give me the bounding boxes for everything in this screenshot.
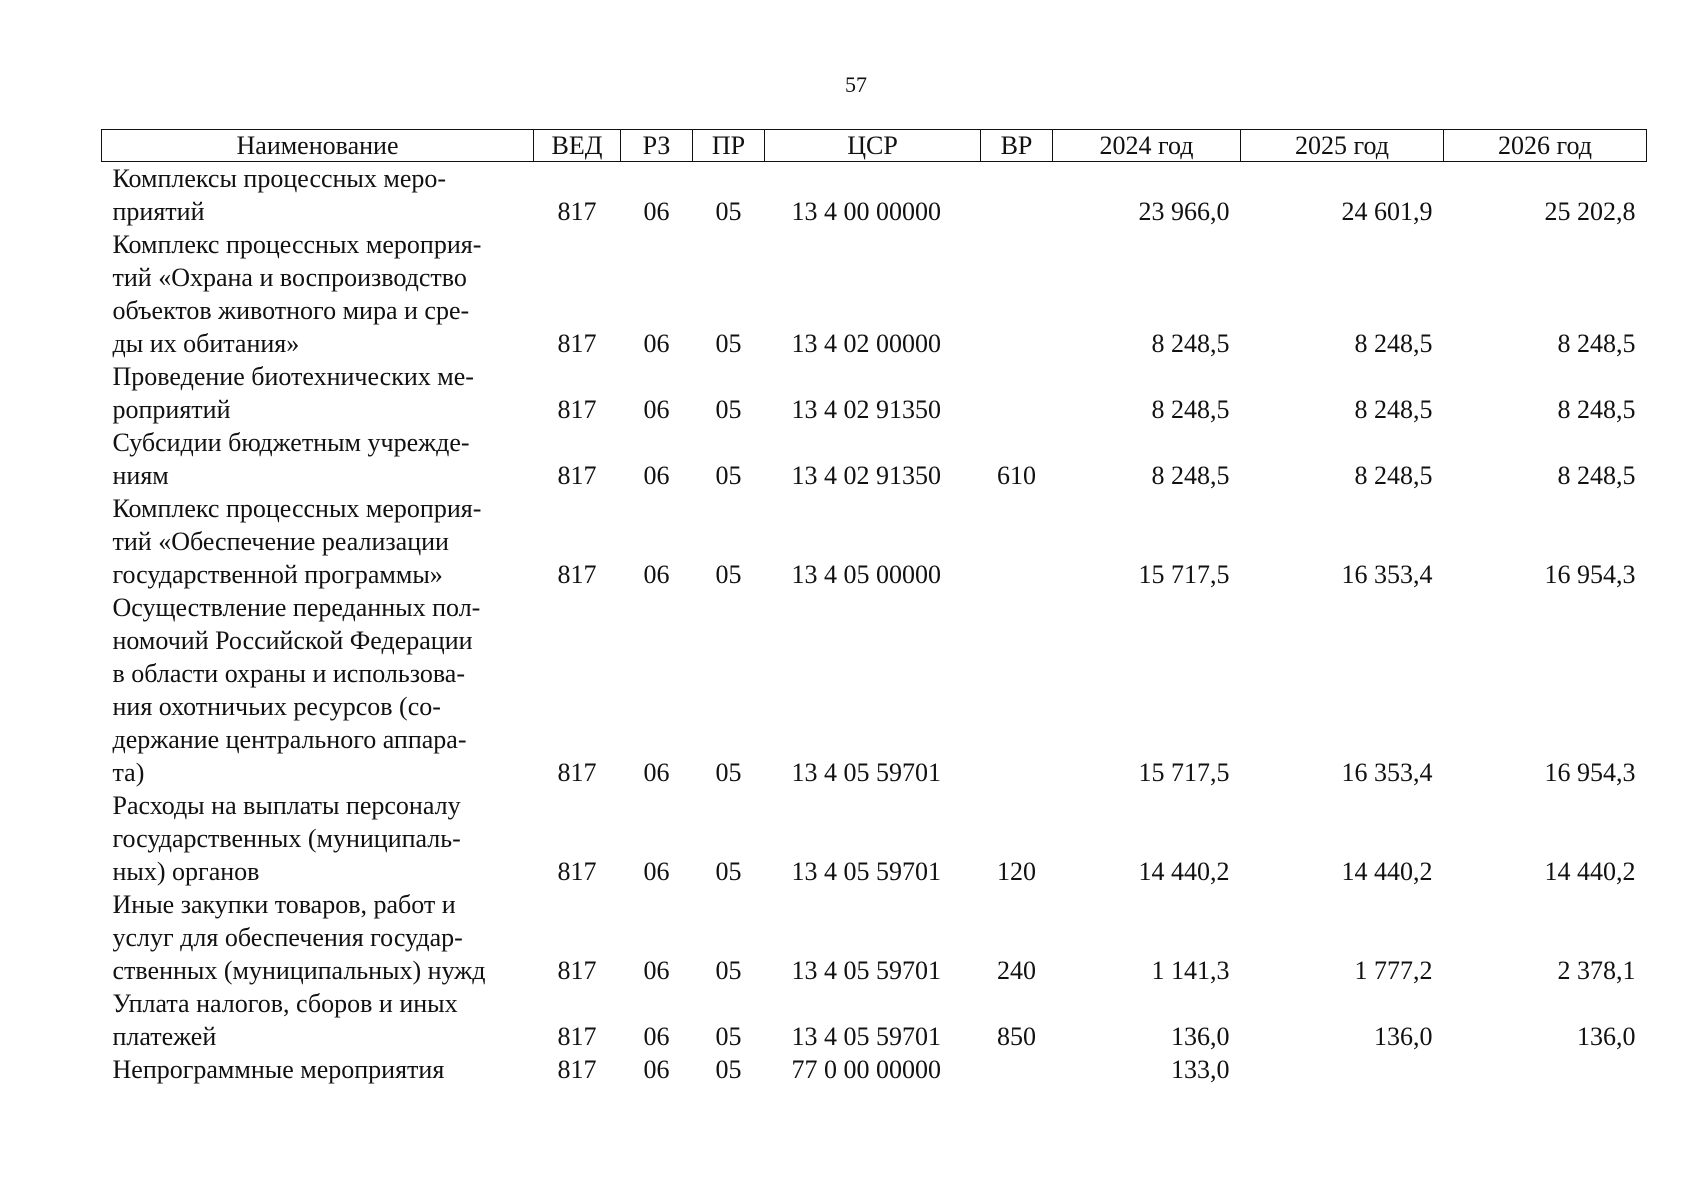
vr-cell: 240	[997, 956, 1036, 985]
row-name-line: Иные закупки товаров, работ и	[112, 890, 456, 919]
row-name-line: Осуществление переданных пол-	[112, 593, 481, 622]
vr-cell	[981, 228, 1053, 360]
amount-2025-cell: 14 440,2	[1341, 857, 1433, 886]
csr-cell: 77 0 00 00000	[791, 1055, 941, 1084]
rz-cell: 06	[643, 560, 670, 589]
table-row	[102, 1053, 1647, 1086]
amount-2025-cell: 1 777,2	[1354, 956, 1433, 985]
csr-cell: 13 4 02 91350	[791, 461, 941, 490]
header-vr: ВР	[981, 130, 1053, 162]
table-row	[102, 987, 1647, 1053]
table-body	[102, 162, 1647, 1087]
row-name-line: ды их обитания»	[112, 329, 300, 358]
csr-cell: 13 4 05 59701	[791, 956, 941, 985]
amount-2026-cell: 14 440,2	[1544, 857, 1636, 886]
row-name-line: платежей	[112, 1022, 217, 1051]
csr-cell: 13 4 05 00000	[791, 560, 941, 589]
row-name-line: Расходы на выплаты персоналу	[112, 791, 461, 820]
rz-cell: 06	[643, 956, 670, 985]
header-name: Наименование	[102, 130, 534, 162]
pr-cell: 05	[715, 758, 742, 787]
row-name-line: Субсидии бюджетным учрежде-	[112, 428, 470, 457]
vr-cell	[981, 591, 1053, 789]
amount-2026-cell: 16 954,3	[1544, 758, 1636, 787]
row-name-line: приятий	[112, 197, 205, 226]
rz-cell: 06	[643, 395, 670, 424]
ved-cell: 817	[557, 758, 597, 787]
header-2024: 2024 год	[1053, 130, 1241, 162]
vr-cell: 120	[997, 857, 1036, 886]
table-row	[102, 426, 1647, 492]
amount-2024-cell: 133,0	[1171, 1055, 1230, 1084]
row-name-cell	[102, 789, 534, 888]
vr-cell: 850	[997, 1022, 1036, 1051]
amount-2024-cell: 8 248,5	[1151, 461, 1230, 490]
amount-2025-cell: 16 353,4	[1341, 758, 1433, 787]
vr-cell	[981, 162, 1053, 229]
row-name-line: ниям	[112, 461, 169, 490]
amount-2024-cell: 8 248,5	[1151, 329, 1230, 358]
table-header-row	[102, 130, 1647, 162]
row-name-cell	[102, 228, 534, 360]
amount-2026-cell: 2 378,1	[1557, 956, 1636, 985]
table-row	[102, 591, 1647, 789]
row-name-line: Уплата налогов, сборов и иных	[112, 989, 458, 1018]
vr-cell	[981, 360, 1053, 426]
amount-2024-cell: 1 141,3	[1151, 956, 1230, 985]
ved-cell: 817	[557, 461, 597, 490]
vr-cell	[981, 1053, 1053, 1086]
table-row	[102, 162, 1647, 229]
amount-2025-cell	[1241, 1053, 1444, 1086]
row-name-line: государственной программы»	[112, 560, 443, 589]
rz-cell: 06	[643, 461, 670, 490]
row-name-line: услуг для обеспечения государ-	[112, 923, 463, 952]
pr-cell: 05	[715, 461, 742, 490]
amount-2026-cell: 25 202,8	[1544, 197, 1636, 226]
pr-cell: 05	[715, 857, 742, 886]
row-name-cell	[102, 360, 534, 426]
row-name-cell	[102, 162, 534, 229]
row-name-line: Непрограммные мероприятия	[112, 1055, 445, 1084]
rz-cell: 06	[643, 758, 670, 787]
pr-cell: 05	[715, 395, 742, 424]
amount-2025-cell: 24 601,9	[1341, 197, 1433, 226]
table-row	[102, 789, 1647, 888]
row-name-line: Проведение биотехнических ме-	[112, 362, 474, 391]
row-name-line: держание центрального аппара-	[112, 725, 467, 754]
ved-cell: 817	[557, 395, 597, 424]
header-ved: ВЕД	[534, 130, 621, 162]
row-name-cell	[102, 591, 534, 789]
rz-cell: 06	[643, 857, 670, 886]
rz-cell: 06	[643, 329, 670, 358]
amount-2024-cell: 15 717,5	[1138, 560, 1230, 589]
row-name-line: тий «Обеспечение реализации	[112, 527, 449, 556]
ved-cell: 817	[557, 197, 597, 226]
ved-cell: 817	[557, 329, 597, 358]
header-pr: ПР	[693, 130, 765, 162]
pr-cell: 05	[715, 197, 742, 226]
row-name-cell	[102, 987, 534, 1053]
table-row	[102, 888, 1647, 987]
csr-cell: 13 4 00 00000	[791, 197, 941, 226]
row-name-line: государственных (муниципаль-	[112, 824, 461, 853]
row-name-line: роприятий	[112, 395, 231, 424]
pr-cell: 05	[715, 956, 742, 985]
amount-2026-cell: 16 954,3	[1544, 560, 1636, 589]
row-name-cell	[102, 426, 534, 492]
ved-cell: 817	[557, 956, 597, 985]
row-name-line: Комплексы процессных меро-	[112, 164, 447, 193]
table-row	[102, 492, 1647, 591]
page-number: 57	[845, 72, 867, 97]
amount-2025-cell: 136,0	[1374, 1022, 1433, 1051]
csr-cell: 13 4 02 00000	[791, 329, 941, 358]
amount-2025-cell: 8 248,5	[1354, 395, 1433, 424]
amount-2024-cell: 8 248,5	[1151, 395, 1230, 424]
amount-2025-cell: 8 248,5	[1354, 329, 1433, 358]
row-name-line: в области охраны и использова-	[112, 659, 465, 688]
rz-cell: 06	[643, 197, 670, 226]
amount-2025-cell: 16 353,4	[1341, 560, 1433, 589]
row-name-cell	[102, 888, 534, 987]
rz-cell: 06	[643, 1055, 670, 1084]
row-name-line: ных) органов	[112, 857, 260, 886]
amount-2026-cell: 136,0	[1577, 1022, 1636, 1051]
csr-cell: 13 4 02 91350	[791, 395, 941, 424]
row-name-line: объектов животного мира и сре-	[112, 296, 470, 325]
pr-cell: 05	[715, 560, 742, 589]
amount-2026-cell: 8 248,5	[1557, 461, 1636, 490]
amount-2026-cell	[1444, 1053, 1647, 1086]
ved-cell: 817	[557, 560, 597, 589]
pr-cell: 05	[715, 1022, 742, 1051]
amount-2024-cell: 136,0	[1171, 1022, 1230, 1051]
row-name-line: та)	[112, 758, 145, 787]
amount-2025-cell: 8 248,5	[1354, 461, 1433, 490]
header-csr: ЦСР	[765, 130, 981, 162]
pr-cell: 05	[715, 1055, 742, 1084]
vr-cell: 610	[997, 461, 1036, 490]
csr-cell: 13 4 05 59701	[791, 758, 941, 787]
row-name-cell	[102, 492, 534, 591]
row-name-line: тий «Охрана и воспроизводство	[112, 263, 467, 292]
csr-cell: 13 4 05 59701	[791, 1022, 941, 1051]
amount-2024-cell: 14 440,2	[1138, 857, 1230, 886]
header-2025: 2025 год	[1241, 130, 1444, 162]
amount-2026-cell: 8 248,5	[1557, 329, 1636, 358]
row-name-line: Комплекс процессных мероприя-	[112, 230, 482, 259]
header-2026: 2026 год	[1444, 130, 1647, 162]
csr-cell: 13 4 05 59701	[791, 857, 941, 886]
row-name-line: ния охотничьих ресурсов (со-	[112, 692, 441, 721]
row-name-line: ственных (муниципальных) нужд	[112, 956, 486, 985]
amount-2024-cell: 15 717,5	[1138, 758, 1230, 787]
budget-table	[101, 129, 1647, 1086]
ved-cell: 817	[557, 1055, 597, 1084]
table-row	[102, 228, 1647, 360]
header-rz: РЗ	[621, 130, 693, 162]
amount-2026-cell: 8 248,5	[1557, 395, 1636, 424]
table-row	[102, 360, 1647, 426]
amount-2024-cell: 23 966,0	[1138, 197, 1230, 226]
ved-cell: 817	[557, 1022, 597, 1051]
row-name-line: Комплекс процессных мероприя-	[112, 494, 482, 523]
row-name-cell	[102, 1053, 534, 1086]
row-name-line: номочий Российской Федерации	[112, 626, 473, 655]
ved-cell: 817	[557, 857, 597, 886]
rz-cell: 06	[643, 1022, 670, 1051]
pr-cell: 05	[715, 329, 742, 358]
vr-cell	[981, 492, 1053, 591]
